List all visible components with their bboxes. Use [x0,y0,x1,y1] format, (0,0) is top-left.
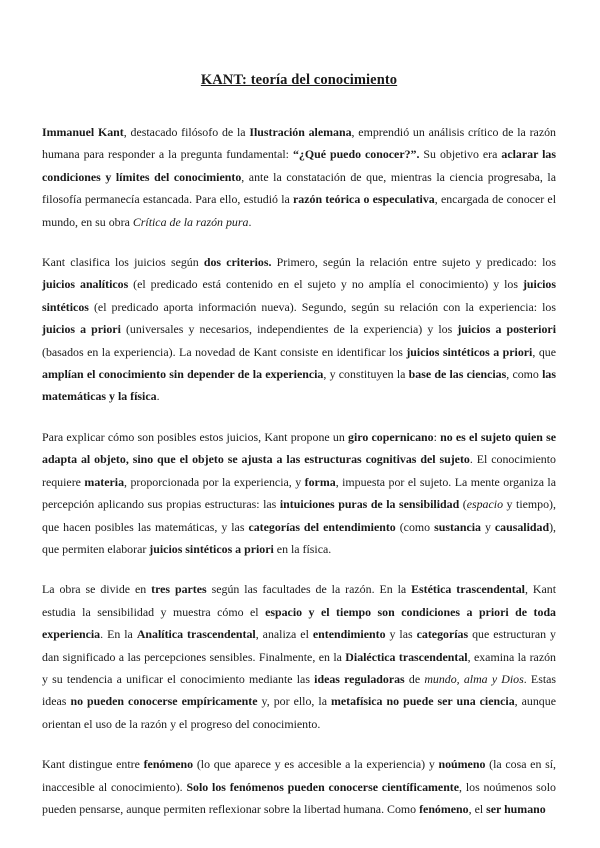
bold-text: categorías [416,627,469,642]
paragraph-2 [42,251,556,408]
bold-text: entendimiento [312,627,386,642]
bold-text: razón teórica o especulativa [293,192,435,207]
text-run: , que [532,344,556,359]
text-run: y [481,519,495,534]
bold-text: juicios sintéticos [42,277,556,314]
bold-text: no es el sujeto quien se adapta al objeto, sino que el objeto se ajusta a las estructuras cognitivas del sujeto [42,429,557,467]
text-run: (como [395,519,435,534]
text-run: y tiempo), que hacen posibles las matemáticas, y las [42,497,556,534]
bold-text: fenómeno [419,801,469,816]
text-run: , analiza el [255,627,313,642]
text-run: , proporcionada por la experiencia, y [124,474,305,489]
bold-text: juicios sintéticos a priori [149,541,274,556]
text-run: (el predicado aporta información nueva). Segundo, según su relación con la experiencia: los [88,299,556,314]
text-run: Para explicar cómo son posibles estos juicios, Kant propone un [42,429,349,444]
bold-text: Immanuel Kant [42,125,124,139]
text-run: , ante la constatación de que, mientras la ciencia progresaba, la filosofía permanecía estancada. Para ello, estudió la [42,169,557,207]
bold-text: aclarar las condiciones y límites del conocimiento [42,147,556,184]
bold-text: Solo los fenómenos pueden conocerse científicamente [186,779,460,794]
text-run: , los noúmenos solo pueden pensarse, aunque permiten reflexionar sobre la libertad humana. Como [42,779,556,816]
text-run: : [433,429,441,444]
bold-text: tres partes [151,582,207,597]
text-run: Primero, según la relación entre sujeto y predicado: los [271,255,556,270]
text-run: , Kant estudia la sensibilidad y muestra cómo el [42,582,557,619]
text-run: en la física. [273,541,332,556]
bold-text: giro copernicano [348,429,434,444]
text-run: , destacado filósofo de la [123,125,250,139]
bold-text: dos criterios. [203,255,272,270]
bold-text: ideas reguladoras [314,671,405,686]
paragraph-5 [42,753,556,820]
bold-text: “¿Qué puedo conocer?”. [292,147,420,162]
bold-text: espacio y el tiempo son condiciones a priori de toda experiencia [42,604,556,642]
bold-text: metafísica no puede ser una ciencia [330,694,515,709]
bold-text: juicios a posteriori [457,322,557,337]
bold-text: materia [84,474,125,489]
paragraph-3 [42,426,556,560]
bold-text: Estética trascendental [411,582,525,597]
italic-text: espacio [466,497,504,512]
text-run: (la cosa en sí, inaccesible al conocimiento). [42,757,557,794]
bold-text: base de las ciencias [408,367,507,382]
text-run: Kant clasifica los juicios según [42,255,204,270]
text-run: que estructuran y dan significado a las percepciones sensibles. Finalmente, en la [42,627,556,664]
text-run: (el predicado está contenido en el sujeto y no amplía el conocimiento) y los [128,277,523,292]
text-run: Su objetivo era [419,147,502,162]
text-run: , y constituyen la [323,367,409,382]
text-run: . [248,214,252,229]
text-run: . [156,389,160,404]
document-body [42,121,556,820]
bold-text: categorías del entendimiento [248,519,396,534]
text-run: , encargada de conocer el mundo, en su obra [42,192,557,229]
text-run: ), que permiten elaborar [42,519,557,556]
bold-text: sustancia [434,519,481,534]
text-run: , aunque orientan el uso de la razón y el progreso del conocimiento. [42,694,556,731]
text-run: Kant distingue entre [42,757,144,772]
text-run: , emprendió un análisis crítico de la razón humana para responder a la pregunta fundamental: [42,125,556,162]
bold-text: juicios sintéticos a priori [406,344,533,359]
text-run: La obra se divide en [42,582,152,597]
paragraph-1 [42,121,556,233]
text-run: (basados en la experiencia). La novedad de Kant consiste en identificar los [42,344,407,359]
bold-text: juicios a priori [42,322,121,337]
text-run: , el [468,801,487,816]
bold-text: juicios analíticos [42,277,129,292]
document-page [42,72,556,820]
text-run: y las [385,627,417,642]
text-run: . En la [100,627,137,642]
text-run: (lo que aparece y es accesible a la experiencia) y [193,757,439,772]
italic-text: Crítica de la razón pura [132,214,249,229]
text-run: . El conocimiento requiere [42,452,556,489]
text-run: según las facultades de la razón. En la [206,582,412,597]
text-run: , examina la razón y su tendencia a unificar el conocimiento mediante las [42,649,557,686]
text-run: , impuesta por el sujeto. La mente organiza la percepción aplicando sus propias estructuras: las [42,474,557,512]
document-title: KANT: teoría del conocimiento [200,72,398,88]
text-run: ( [459,497,467,512]
text-run: y, por ello, la [257,694,331,709]
bold-text: las matemáticas y la física [42,367,557,404]
bold-text: fenómeno [143,757,194,772]
text-run: (universales y necesarios, independientes de la experiencia) y los [120,322,458,337]
bold-text: amplían el conocimiento sin depender de la experiencia [42,367,324,382]
bold-text: ser humano [486,801,546,816]
bold-text: forma [304,474,336,489]
bold-text: noúmeno [438,757,486,772]
bold-text: intuiciones puras de la sensibilidad [279,497,460,512]
bold-text: Analítica trascendental [136,627,256,642]
bold-text: Dialéctica trascendental [345,649,468,664]
text-run: de [404,671,425,686]
bold-text: causalidad [494,519,550,534]
bold-text: no pueden conocerse empíricamente [70,694,258,709]
bold-text: Ilustración alemana [249,125,352,139]
italic-text: mundo, alma y Dios [424,671,524,686]
text-run: . Estas ideas [42,671,557,709]
paragraph-4 [42,578,556,735]
text-run: , como [506,367,543,382]
